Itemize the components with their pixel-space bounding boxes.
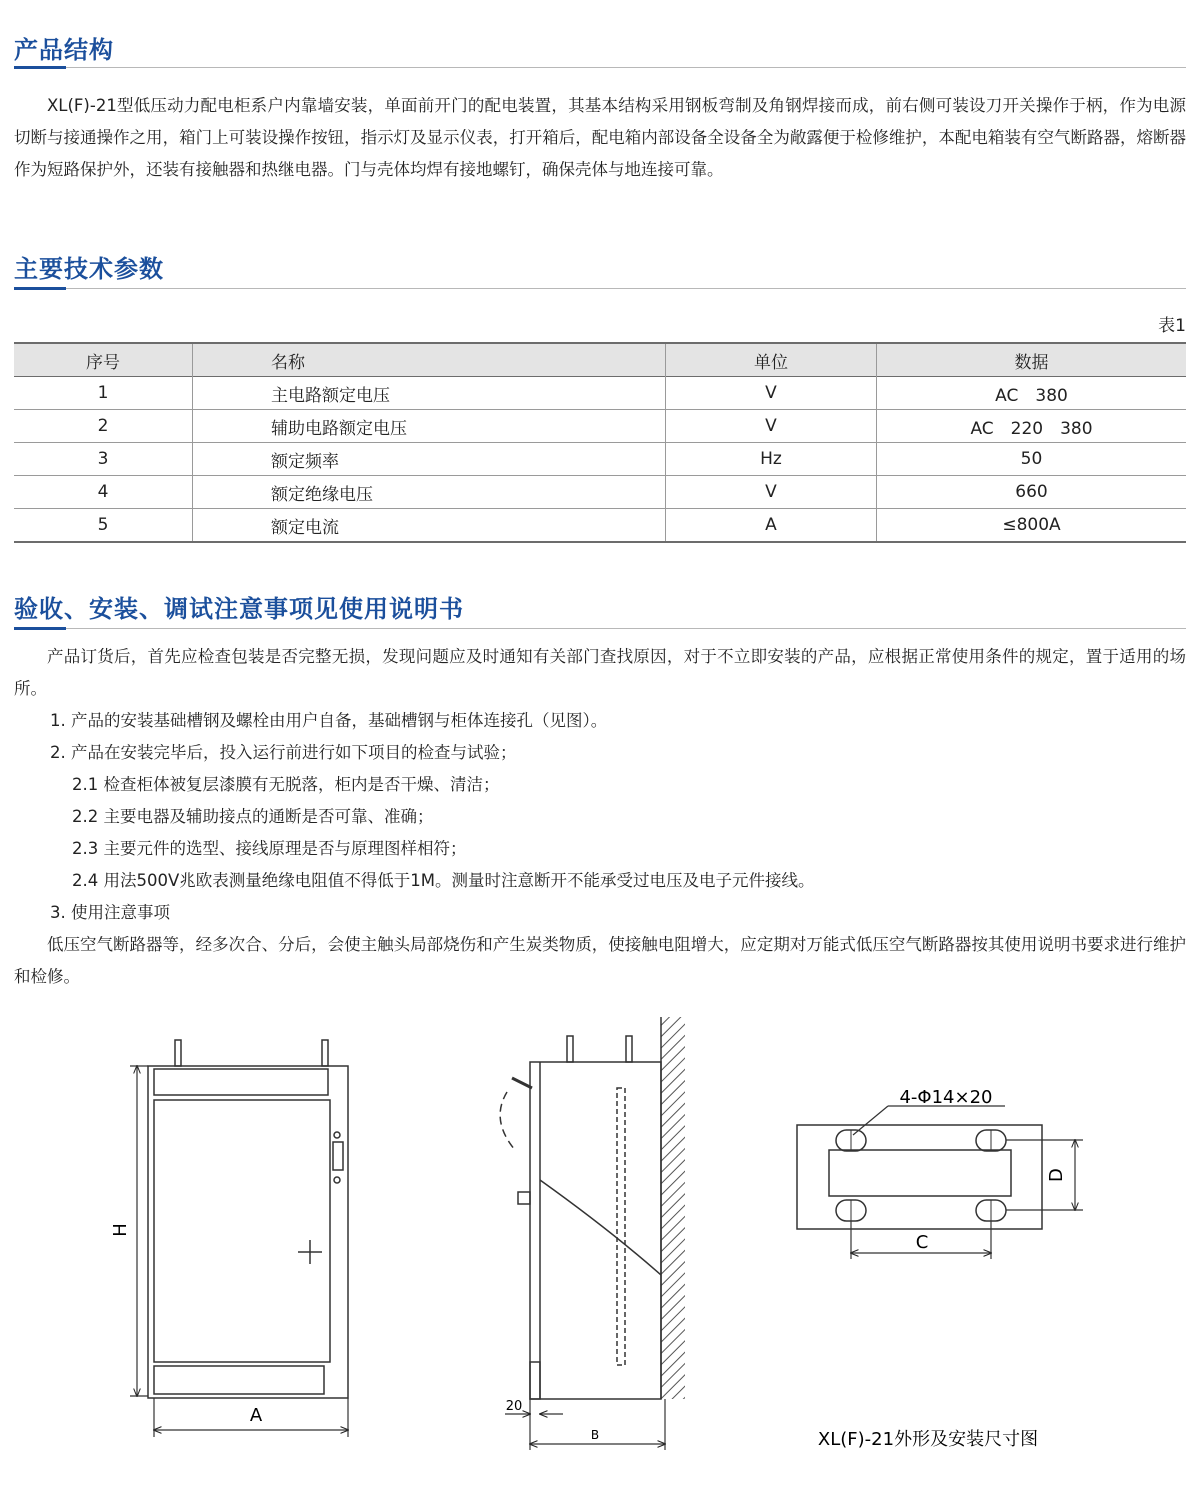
section-divider	[14, 67, 1186, 68]
cell-value: 50	[877, 443, 1187, 476]
list-item: 3. 使用注意事项	[50, 903, 170, 922]
wall-hatching	[661, 1017, 685, 1399]
structure-paragraph	[14, 90, 1186, 186]
dimension-label-C: C	[915, 1232, 929, 1253]
dimension-label-H: H	[110, 1223, 131, 1237]
parameters-table	[14, 342, 1186, 543]
section-title-installation: 验收、安装、调试注意事项见使用说明书	[14, 595, 464, 623]
mounting-holes-label: 4-Φ14×20	[899, 1087, 993, 1108]
section-divider-accent	[14, 287, 66, 290]
cell-unit: Hz	[666, 443, 877, 476]
dimension-label-B: B	[590, 1428, 600, 1442]
list-item: 2.1 检查柜体被复层漆膜有无脱落，柜内是否干燥、清洁；	[72, 775, 500, 794]
table-header-row	[14, 343, 1186, 377]
list-item: 1. 产品的安装基础槽钢及螺栓由用户自备，基础槽钢与柜体连接孔（见图）。	[50, 711, 608, 730]
dimension-label-A: A	[249, 1405, 263, 1426]
cell-value: AC 380	[877, 377, 1187, 410]
cell-name: 额定电流	[193, 509, 666, 543]
table-row	[14, 377, 1186, 410]
table-row	[14, 476, 1186, 509]
outline-dimension-drawing	[0, 1005, 1200, 1500]
cell-unit: A	[666, 509, 877, 543]
dimension-D	[1006, 1140, 1083, 1210]
cell-unit: V	[666, 476, 877, 509]
section-divider	[14, 628, 1186, 629]
cell-index: 2	[97, 416, 109, 436]
cell-value: AC 220 380	[877, 410, 1187, 443]
usage-notes-body: 低压空气断路器等，经多次合、分后，会使主触头局部烧伤和产生炭类物质，使接触电阻增大，应定期对万能式低压空气断路器按其使用说明书要求进行维护和检修。	[14, 935, 1186, 986]
list-item: 2. 产品在安装完毕后，投入运行前进行如下项目的检查与试验；	[50, 743, 517, 762]
side-view	[500, 1017, 661, 1399]
header-name: 名称	[193, 343, 666, 377]
header-unit: 单位	[666, 343, 877, 377]
dimension-label-D: D	[1046, 1168, 1067, 1182]
section-divider-accent	[14, 627, 66, 630]
front-view	[148, 1040, 348, 1398]
cell-index: 5	[97, 515, 109, 535]
cell-value: 660	[877, 476, 1187, 509]
drawing-caption: XL(F)-21外形及安装尺寸图	[817, 1429, 1039, 1450]
section-title-structure: 产品结构	[14, 36, 114, 64]
cell-value: ≤800A	[877, 509, 1187, 543]
cell-index: 1	[97, 383, 109, 403]
list-item: 2.3 主要元件的选型、接线原理是否与原理图样相符；	[72, 839, 467, 858]
section-divider	[14, 288, 1186, 289]
table-row	[14, 509, 1186, 543]
section-divider-accent	[14, 66, 66, 69]
section-title-parameters: 主要技术参数	[14, 255, 164, 283]
installation-notes	[14, 641, 1186, 993]
table-caption: 表1	[1158, 316, 1186, 336]
dimension-H	[130, 1066, 148, 1396]
header-value: 数据	[877, 343, 1187, 377]
cell-name: 主电路额定电压	[193, 377, 666, 410]
cell-unit: V	[666, 377, 877, 410]
dimension-label-20: 20	[505, 1399, 523, 1414]
cell-index: 4	[97, 482, 109, 502]
table-row	[14, 443, 1186, 476]
list-item: 2.4 用法500V兆欧表测量绝缘电阻值不得低于1M。测量时注意断开不能承受过电压及电子元件接线。	[72, 871, 815, 890]
cell-unit: V	[666, 410, 877, 443]
cell-index: 3	[97, 449, 109, 469]
list-item: 2.2 主要电器及辅助接点的通断是否可靠、准确；	[72, 807, 434, 826]
header-index: 序号	[86, 352, 120, 373]
cell-name: 辅助电路额定电压	[193, 410, 666, 443]
cell-name: 额定绝缘电压	[193, 476, 666, 509]
structure-body: XL(F)-21型低压动力配电柜系户内靠墙安装，单面前开门的配电装置，其基本结构采用钢板弯制及角钢焊接而成，前右侧可装设刀开关操作于柄，作为电源切断与接通操作之用，箱门上可装设操作按钮，指示灯及显示仪表，打开箱后，配电箱内部设备全设备全为敞露便于检修维护，本配电箱装有空气断路器，熔断器作为短路保护外，还装有接触器和热继电器。门与壳体均焊有接地螺钉，确保壳体与地连接可靠。	[14, 96, 1186, 179]
installation-intro: 产品订货后，首先应检查包装是否完整无损，发现问题应及时通知有关部门查找原因，对于不立即安装的产品，应根据正常使用条件的规定，置于适用的场所。	[14, 647, 1186, 698]
base-plan-view	[797, 1106, 1042, 1229]
table-row	[14, 410, 1186, 443]
dimension-B	[505, 1399, 665, 1450]
cell-name: 额定频率	[193, 443, 666, 476]
